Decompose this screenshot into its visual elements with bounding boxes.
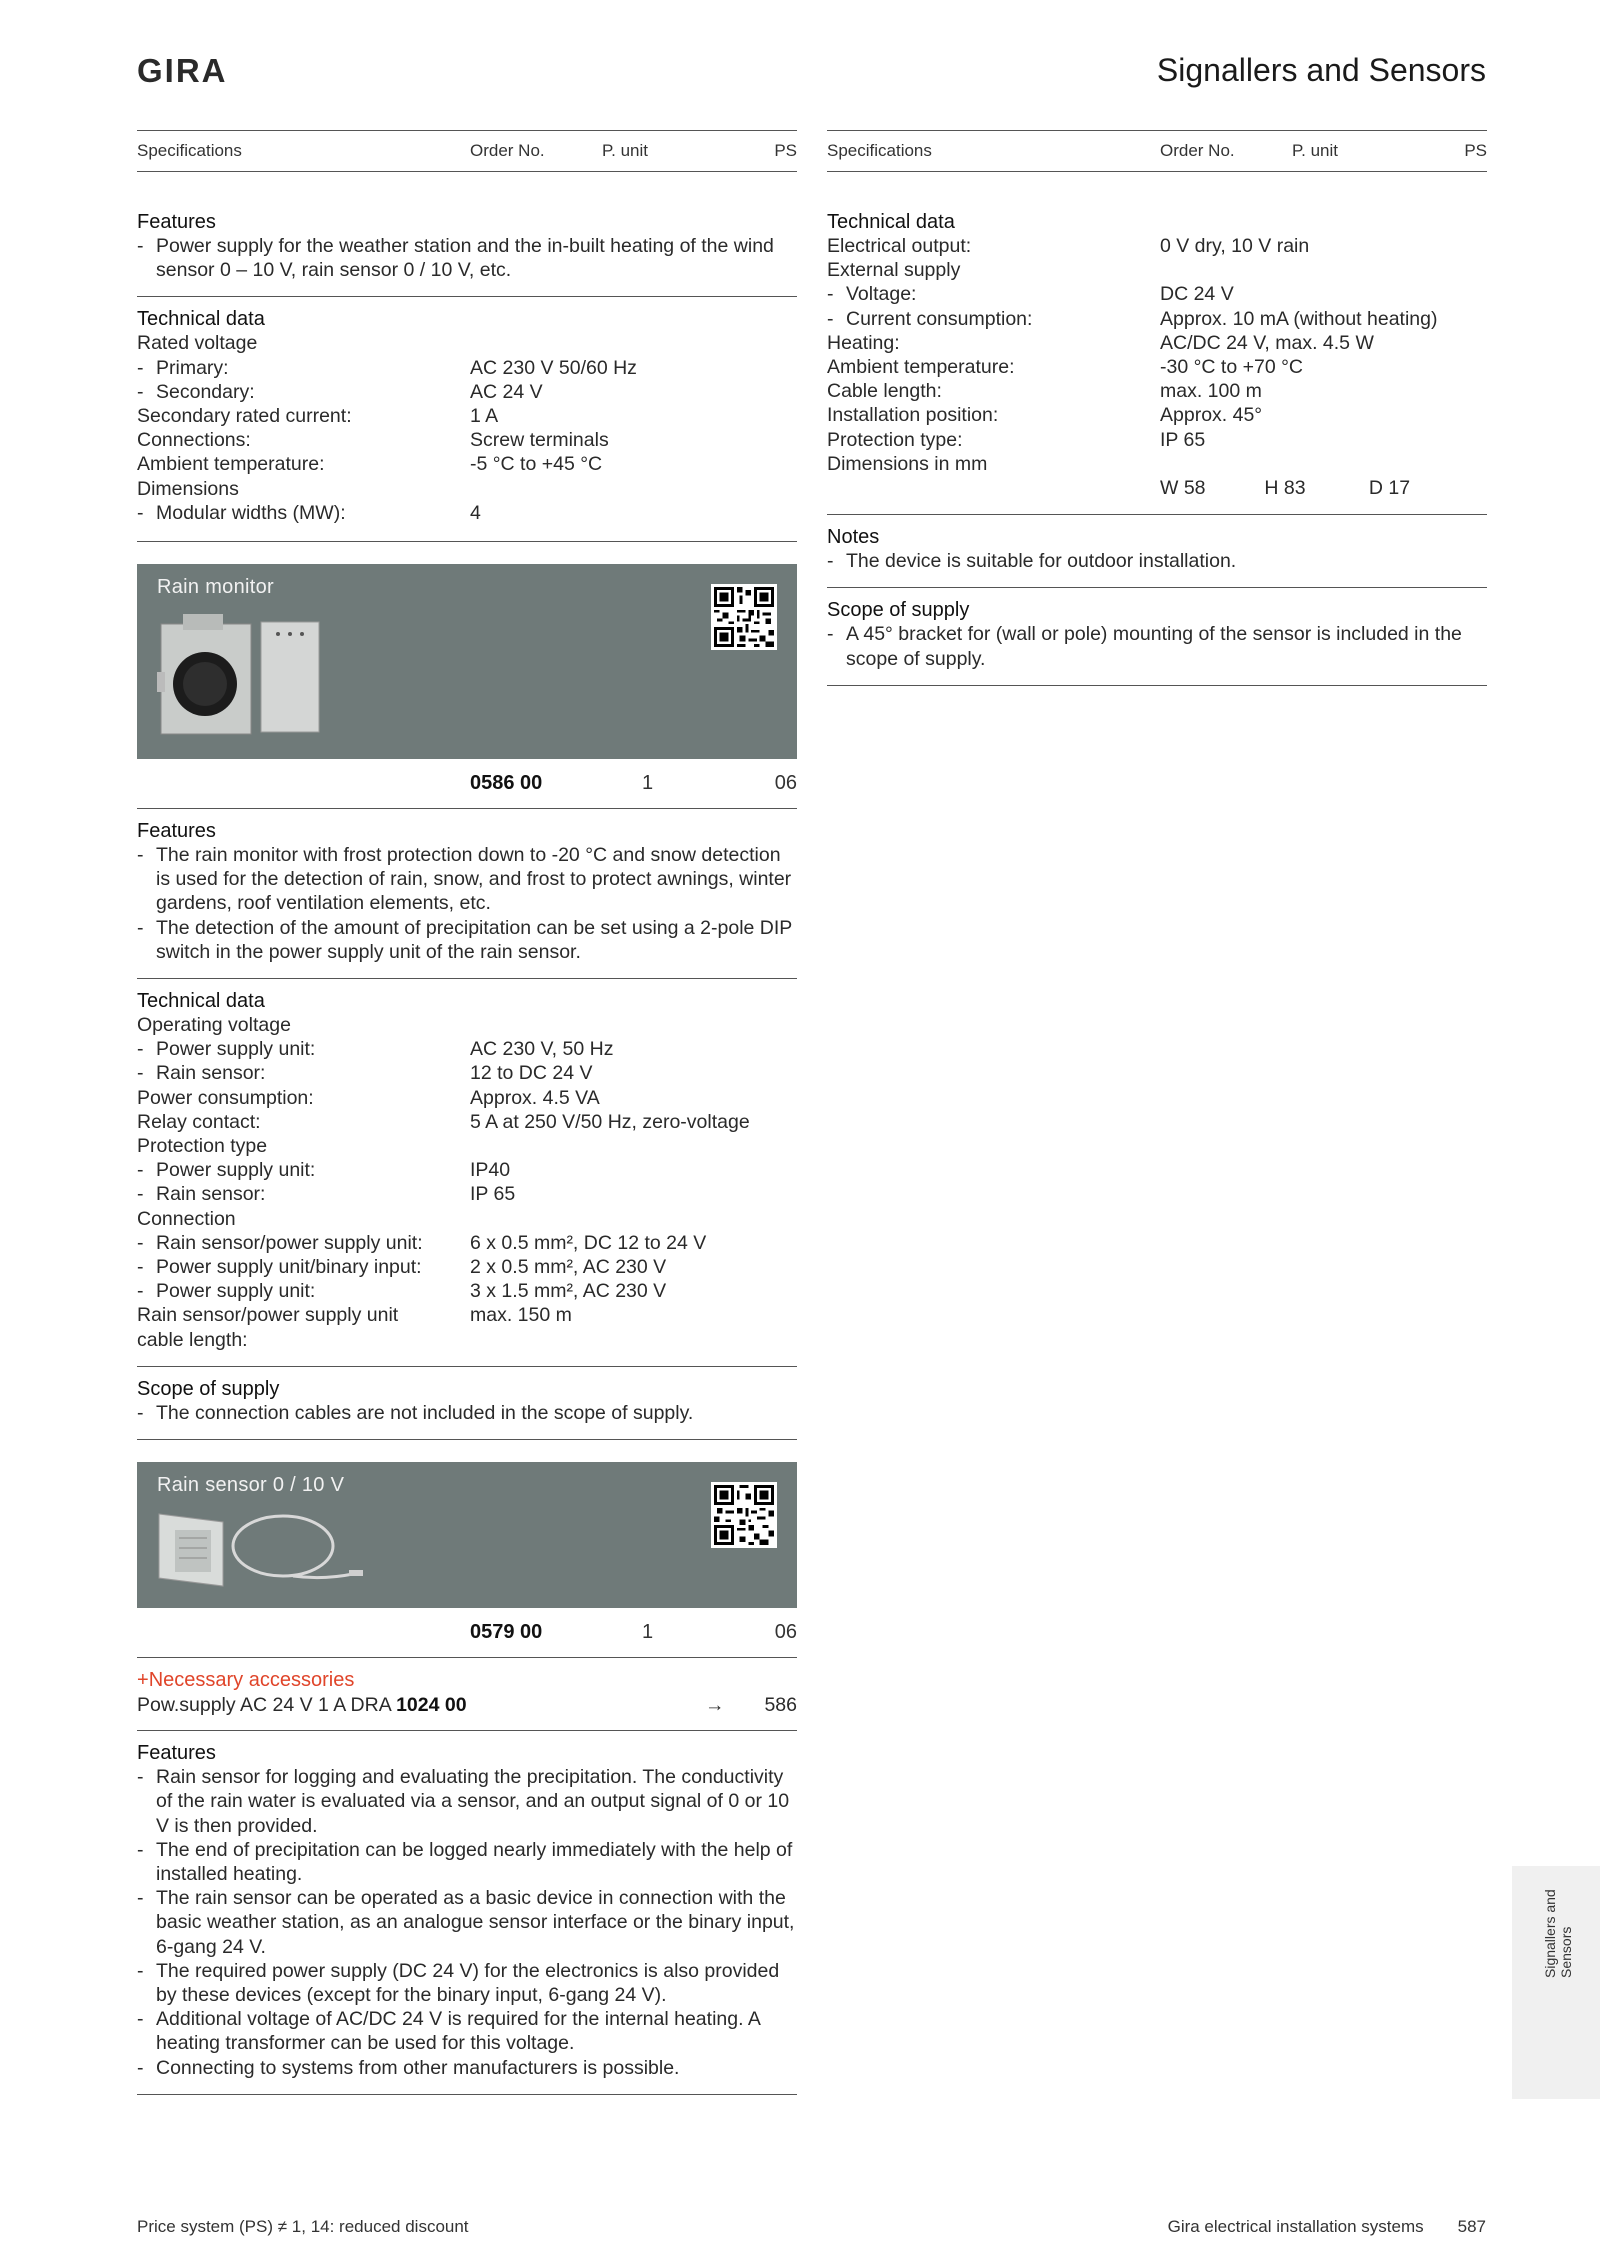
spec-label: Protection type [137,1135,268,1158]
scope-item: - The connection cables are not included in the scope of supply. [137,1401,797,1425]
packaging-unit: 1 [642,772,654,795]
spec-label: Operating voltage [137,1014,291,1037]
order-number[interactable]: 0579 00 [470,1621,543,1644]
features-section [137,210,797,297]
col-order-label: Order No. [470,141,545,160]
accessory-item[interactable] [137,1692,797,1718]
tech-data-row [137,331,797,355]
tech-data-row [827,379,1487,403]
tech-data-row [827,234,1487,258]
spec-value: AC 230 V, 50 Hz [470,1038,614,1061]
feature-item: - Rain sensor for logging and evaluating the precipitation. The conductivity of the rain water is evaluated via a sensor, and an output signal of 0 or 10 V is then provided. [137,1765,797,1838]
col-order-label: Order No. [1160,141,1235,160]
tech-data-row [827,355,1487,379]
spec-label: Cable length: [827,380,942,403]
col-ps-label: PS [1464,141,1487,160]
spec-value: DC 24 V [1160,283,1234,306]
footer-publisher: Gira electrical installation systems [1167,2217,1424,2236]
spec-value: 5 A at 250 V/50 Hz, zero-voltage [470,1110,750,1133]
technical-data-section [827,210,1487,515]
spec-label: Rain sensor/power supply unit cable length: [137,1304,399,1351]
product-card-rain-monitor[interactable] [137,564,797,759]
spec-label: - Current consumption: [827,307,1160,331]
tech-data-row [827,403,1487,427]
col-ps-label: PS [774,141,797,160]
section-title: Technical data [827,211,955,233]
footer-note: Price system (PS) ≠ 1, 14: reduced discount [137,2217,469,2236]
left-column [137,130,797,2105]
accessories-title-text: Necessary accessories [148,1669,355,1692]
tech-data-rows [137,1013,797,1352]
arrow-right-icon: → [705,1694,725,1717]
feature-item: - Connecting to systems from other manufacturers is possible. [137,2056,797,2080]
spec-label: - Voltage: [827,282,1160,306]
tech-data-row [137,356,797,380]
features-section [137,1741,797,2095]
price-system: 06 [774,772,797,795]
feature-item: - The rain monitor with frost protection down to -20 °C and snow detection is used for the detection of rain, snow, and frost to protect awnings, winter gardens, roof ventilation elements, etc. [137,843,797,916]
section-title: Scope of supply [137,1377,280,1400]
tech-data-row [137,1207,797,1231]
plus-icon: + [137,1669,149,1692]
spec-value [470,1134,797,1158]
spec-value: max. 150 m [470,1304,572,1327]
spec-value: 12 to DC 24 V [470,1062,593,1085]
tech-data-row [827,452,1487,476]
spec-label: Relay contact: [137,1110,261,1133]
col-spec-label: Specifications [827,141,932,160]
tech-data-row [827,282,1487,306]
feature-item: - The detection of the amount of precipitation can be set using a 2-pole DIP switch in the power supply unit of the rain sensor. [137,916,797,964]
feature-item: - Additional voltage of AC/DC 24 V is required for the internal heating. A heating transformer can be used for this voltage. [137,2007,797,2055]
section-side-tab[interactable] [1512,1866,1600,2099]
accessory-page-ref[interactable]: 586 [764,1694,797,1717]
page-number: 587 [1457,2217,1486,2236]
spec-label: - Rain sensor/power supply unit: [137,1231,470,1255]
scope-section [137,1377,797,1440]
tech-data-row [137,1303,797,1351]
tech-data-row [137,501,797,525]
spec-value: 0 V dry, 10 V rain [1160,235,1310,257]
order-number[interactable]: 0586 00 [470,772,543,795]
section-title: Features [137,211,216,233]
packaging-unit: 1 [642,1621,654,1644]
column-header [827,130,1487,172]
spec-label: - Power supply unit: [137,1037,470,1061]
product-name: Rain monitor [157,576,274,599]
spec-label: Dimensions [137,477,239,500]
spec-label: - Power supply unit: [137,1279,470,1303]
dimension-height: H 83 [1264,477,1306,500]
technical-data-section [137,989,797,1367]
tech-data-row [137,452,797,476]
spec-value [1160,452,1487,476]
spec-value [470,331,797,355]
feature-item: - The end of precipitation can be logged nearly immediately with the help of installed heating. [137,1838,797,1886]
tech-data-row [137,1134,797,1158]
spec-label: - Power supply unit/binary input: [137,1255,470,1279]
feature-item: - Power supply for the weather station and the in-built heating of the wind sensor 0 – 10 V, rain sensor 0 / 10 V, etc. [137,234,797,282]
product-name: Rain sensor 0 / 10 V [157,1474,345,1497]
order-row [137,1608,797,1658]
tech-data-row [137,1037,797,1061]
section-title: Notes [827,526,880,549]
spec-label: - Power supply unit: [137,1158,470,1182]
spec-label: Ambient temperature: [827,356,1015,379]
tech-data-row [137,477,797,501]
product-image [153,612,343,747]
col-unit-label: P. unit [1292,141,1339,160]
section-title: Technical data [137,308,265,331]
spec-value: 6 x 0.5 mm², DC 12 to 24 V [470,1231,707,1254]
page-title: Signallers and Sensors [1156,52,1486,88]
price-system: 06 [774,1621,797,1644]
product-card-rain-sensor[interactable] [137,1462,797,1608]
spec-label: Installation position: [827,404,999,427]
spec-label: Secondary rated current: [137,405,352,428]
spec-label: - Primary: [137,356,470,380]
section-title: Features [137,820,216,843]
spec-value: max. 100 m [1160,380,1262,403]
order-row [137,759,797,809]
spec-value: -5 °C to +45 °C [470,453,603,476]
section-title: Scope of supply [827,599,970,622]
accessory-label: Pow.supply AC 24 V 1 A DRA [137,1694,391,1717]
section-title: Technical data [137,990,265,1013]
spec-label: External supply [827,259,961,282]
col-spec-label: Specifications [137,141,242,160]
spec-label: - Rain sensor: [137,1061,470,1085]
spec-label: Ambient temperature: [137,453,325,476]
features-section [137,819,797,979]
spec-value [470,477,797,501]
tech-data-row [137,1110,797,1134]
tech-data-row [137,1158,797,1182]
spec-label: Rated voltage [137,332,258,355]
tech-data-row [137,1279,797,1303]
tech-data-row [137,1086,797,1110]
col-unit-label: P. unit [602,141,649,160]
right-column [827,130,1487,696]
technical-data-section [137,307,797,542]
spec-value: Screw terminals [470,429,609,452]
spec-value: -30 °C to +70 °C [1160,356,1303,379]
spec-value: Approx. 4.5 VA [470,1086,600,1109]
scope-item: - A 45° bracket for (wall or pole) mounting of the sensor is included in the scope of supply. [827,622,1487,670]
qr-code-icon[interactable] [711,1482,777,1548]
spec-value: AC/DC 24 V, max. 4.5 W [1160,331,1374,354]
tech-data-row [827,428,1487,452]
spec-label: - Secondary: [137,380,470,404]
accessory-order-number: 1024 00 [396,1694,467,1717]
spec-label: Electrical output: [827,235,972,257]
scope-section [827,598,1487,685]
dimension-width: W 58 [1160,477,1206,500]
spec-value: AC 230 V 50/60 Hz [470,356,637,379]
spec-value: 2 x 0.5 mm², AC 230 V [470,1256,667,1279]
spec-label: Dimensions in mm [827,452,988,475]
spec-value: 1 A [470,405,499,428]
product-image [153,1508,373,1593]
spec-label: - Rain sensor: [137,1182,470,1206]
spec-value [470,1013,797,1037]
dimension-depth: D 17 [1368,477,1411,500]
accessories-title [137,1668,797,1692]
spec-value: 4 [470,501,481,524]
spec-value: Approx. 10 mA (without heating) [1160,307,1438,330]
tech-data-row [137,1231,797,1255]
note-item: - The device is suitable for outdoor installation. [827,549,1487,573]
spec-value: Approx. 45° [1160,404,1263,427]
spec-label: Power consumption: [137,1086,314,1109]
spec-label: - Modular widths (MW): [137,501,470,525]
spec-value: IP 65 [1160,428,1206,451]
spec-value: AC 24 V [470,380,543,403]
tech-data-row [137,1255,797,1279]
tech-data-rows [827,234,1487,476]
notes-section [827,525,1487,588]
feature-item: - The required power supply (DC 24 V) for the electronics is also provided by these devices (except for the binary input, 6-gang 24 V). [137,1959,797,2007]
tech-data-row [137,1013,797,1037]
spec-label: Connections: [137,429,251,452]
necessary-accessories [137,1658,797,1731]
side-tab-label: Signallers and Sensors [1542,1889,1574,1978]
spec-label: Protection type: [827,428,963,451]
tech-data-row [827,307,1487,331]
tech-data-rows [137,331,797,525]
tech-data-row [137,1182,797,1206]
dimensions-row [827,476,1487,500]
section-title: Features [137,1742,216,1765]
spec-value: 3 x 1.5 mm², AC 230 V [470,1280,667,1303]
tech-data-row [137,1061,797,1085]
tech-data-row [827,258,1487,282]
column-header [137,130,797,172]
spec-value: IP40 [470,1159,511,1182]
spec-label: Connection [137,1207,236,1230]
brand-logo: GIRA [137,52,228,89]
spec-value [1160,258,1487,282]
tech-data-row [137,428,797,452]
tech-data-row [137,404,797,428]
footer-right [1168,2217,1486,2237]
spec-label: Heating: [827,331,900,354]
qr-code-icon[interactable] [711,584,777,650]
spec-value [470,1207,797,1231]
spec-value: IP 65 [470,1183,516,1206]
feature-item: - The rain sensor can be operated as a basic device in connection with the basic weather station, as an analogue sensor interface or the binary input, 6-gang 24 V. [137,1886,797,1959]
tech-data-row [137,380,797,404]
tech-data-row [827,331,1487,355]
